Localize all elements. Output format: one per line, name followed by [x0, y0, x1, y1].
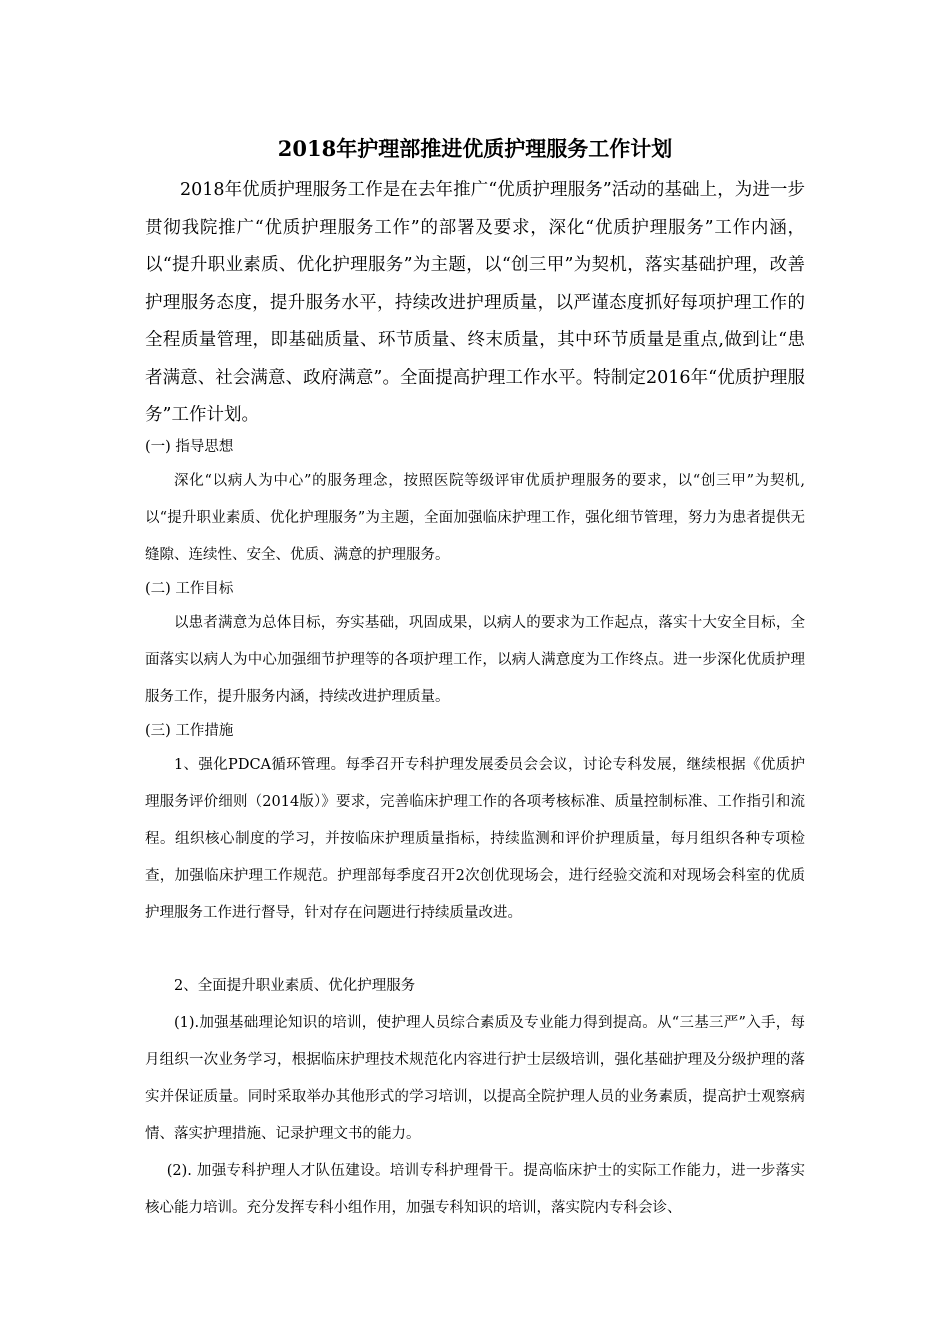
- section-body-guiding-ideology: 深化“以病人为中心”的服务理念，按照医院等级评审优质护理服务的要求，以“创三甲”为契机,以“提升职业素质、优化护理服务”为主题，全面加强临床护理工作，强化细节管理，努力为患者提供无缝隙、连续性、安全、优质、满意的护理服务。: [145, 473, 805, 563]
- intro-paragraph: 2018年优质护理服务工作是在去年推广“优质护理服务”活动的基础上，为进一步贯彻我院推广“优质护理服务工作”的部署及要求，深化“优质护理服务”工作内涵，以“提升职业素质、优化护理服务”为主题，以“创三甲”为契机，落实基础护理，改善护理服务态度，提升服务水平，持续改进护理质量，以严谨态度抓好每项护理工作的全程质量管理，即基础质量、环节质量、终末质量，其中环节质量是重点,做到让“患者满意、社会满意、政府满意”。全面提高护理工作水平。特制定2016年“优质护理服务”工作计划。: [145, 180, 805, 425]
- measure-item-professional-quality: 2、全面提升职业素质、优化护理服务: [174, 978, 416, 994]
- section-heading-work-measures: (三) 工作措施: [145, 723, 234, 739]
- section-heading-guiding-ideology: (一) 指导思想: [145, 439, 234, 455]
- section-body-work-goals: 以患者满意为总体目标，夯实基础，巩固成果，以病人的要求为工作起点，落实十大安全目标，全面落实以病人为中心加强细节护理等的各项护理工作，以病人满意度为工作终点。进一步深化优质护理服务工作，提升服务内涵，持续改进护理质量。: [145, 615, 805, 705]
- document-title: 2018年护理部推进优质护理服务工作计划: [277, 136, 673, 161]
- measure-subitem-basic-training: (1).加强基础理论知识的培训，使护理人员综合素质及专业能力得到提高。从“三基三严”入手，每月组织一次业务学习，根据临床护理技术规范化内容进行护士层级培训，强化基础护理及分级护理的落实并保证质量。同时采取举办其他形式的学习培训，以提高全院护理人员的业务素质，提高护士观察病情、落实护理措施、记录护理文书的能力。: [145, 1015, 805, 1142]
- section-heading-work-goals: (二) 工作目标: [145, 581, 234, 597]
- measure-subitem-specialist-team: (2). 加强专科护理人才队伍建设。培训专科护理骨干。提高临床护士的实际工作能力，进一步落实核心能力培训。充分发挥专科小组作用，加强专科知识的培训，落实院内专科会诊、: [145, 1163, 805, 1216]
- measure-item-pdca: 1、强化PDCA循环管理。每季召开专科护理发展委员会会议，讨论专科发展，继续根据《优质护理服务评价细则（2014版）》要求，完善临床护理工作的各项考核标准、质量控制标准、工作指引和流程。组织核心制度的学习，并按临床护理质量指标，持续监测和评价护理质量，每月组织各种专项检查，加强临床护理工作规范。护理部每季度召开2次创优现场会，进行经验交流和对现场会科室的优质护理服务工作进行督导，针对存在问题进行持续质量改进。: [145, 757, 805, 921]
